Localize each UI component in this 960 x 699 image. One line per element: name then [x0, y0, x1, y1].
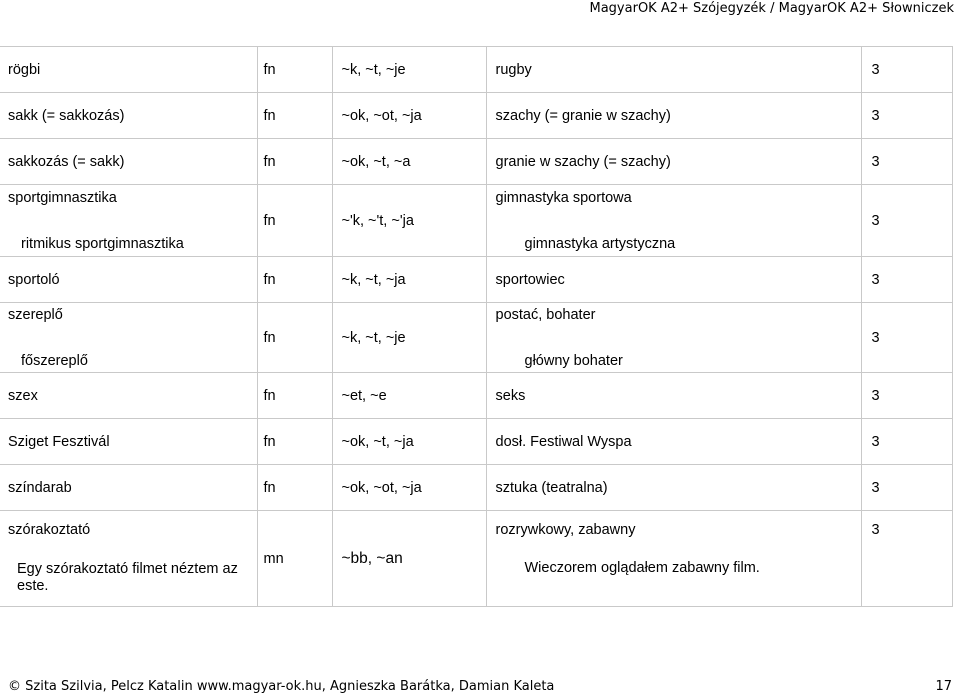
translation-cell: seks	[486, 373, 861, 419]
translation-cell	[486, 511, 861, 607]
translation-cell: granie w szachy (= szachy)	[486, 139, 861, 185]
example-phrase: Egy szórakoztató filmet néztem az este.	[17, 561, 238, 594]
example-translation: Wieczorem oglądałem zabawny film.	[524, 560, 760, 576]
word-cell: rögbi	[0, 47, 257, 93]
pos-cell: fn	[257, 303, 332, 373]
word-cell: színdarab	[0, 465, 257, 511]
headword: sportgimnasztika	[8, 189, 117, 206]
translation-cell: szachy (= granie w szachy)	[486, 93, 861, 139]
forms-cell: ~k, ~t, ~je	[332, 47, 486, 93]
headword: szórakoztató	[8, 522, 91, 538]
chapter-cell: 3	[861, 465, 952, 511]
pos-cell: fn	[257, 93, 332, 139]
chapter-cell: 3	[861, 511, 952, 607]
table-row	[0, 419, 952, 465]
table-row	[0, 511, 952, 607]
table-row	[0, 47, 952, 93]
table-row	[0, 465, 952, 511]
example-translation: gimnastyka artystyczna	[524, 235, 676, 252]
table-row	[0, 303, 952, 373]
page-number: 17	[935, 679, 952, 694]
chapter-cell: 3	[861, 47, 952, 93]
example-phrase: ritmikus sportgimnasztika	[21, 235, 184, 252]
translation-cell	[486, 303, 861, 373]
word-cell: sportoló	[0, 257, 257, 303]
word-cell	[0, 303, 257, 373]
copyright-credit: © Szita Szilvia, Pelcz Katalin www.magyar-ok.hu, Agnieszka Barátka, Damian Kaleta	[8, 679, 555, 694]
forms-cell: ~ok, ~t, ~ja	[332, 419, 486, 465]
forms-cell: ~k, ~t, ~ja	[332, 257, 486, 303]
translation-text: rozrywkowy, zabawny	[495, 522, 636, 538]
forms-cell: ~et, ~e	[332, 373, 486, 419]
forms-cell: ~'k, ~'t, ~'ja	[332, 185, 486, 257]
headword: szereplő	[8, 306, 63, 323]
forms-cell: ~ok, ~ot, ~ja	[332, 465, 486, 511]
forms-cell: ~ok, ~t, ~a	[332, 139, 486, 185]
table-row	[0, 373, 952, 419]
table-row	[0, 139, 952, 185]
forms-text: ~bb, ~an	[341, 549, 403, 567]
page-footer	[0, 675, 960, 699]
translation-cell	[486, 185, 861, 257]
vocabulary-table	[0, 46, 952, 607]
document-header: MagyarOK A2+ Szójegyzék / MagyarOK A2+ Słowniczek	[589, 1, 954, 16]
chapter-cell: 3	[861, 257, 952, 303]
word-cell	[0, 511, 257, 607]
forms-cell: ~k, ~t, ~je	[332, 303, 486, 373]
pos-cell: fn	[257, 465, 332, 511]
table-row	[0, 257, 952, 303]
word-cell: szex	[0, 373, 257, 419]
translation-cell: sztuka (teatralna)	[486, 465, 861, 511]
chapter-cell: 3	[861, 373, 952, 419]
word-cell	[0, 185, 257, 257]
chapter-cell: 3	[861, 185, 952, 257]
pos-cell: fn	[257, 47, 332, 93]
translation-cell: sportowiec	[486, 257, 861, 303]
forms-cell	[332, 511, 486, 607]
forms-cell: ~ok, ~ot, ~ja	[332, 93, 486, 139]
pos-cell: fn	[257, 419, 332, 465]
chapter-cell: 3	[861, 139, 952, 185]
pos-cell: fn	[257, 257, 332, 303]
pos-cell: fn	[257, 373, 332, 419]
pos-cell: fn	[257, 185, 332, 257]
example-translation: główny bohater	[524, 352, 623, 369]
word-cell: Sziget Fesztivál	[0, 419, 257, 465]
chapter-cell: 3	[861, 303, 952, 373]
translation-text: postać, bohater	[495, 306, 596, 323]
word-cell: sakk (= sakkozás)	[0, 93, 257, 139]
chapter-cell: 3	[861, 93, 952, 139]
translation-text: gimnastyka sportowa	[495, 189, 632, 206]
pos-cell: fn	[257, 139, 332, 185]
chapter-cell: 3	[861, 419, 952, 465]
table-row	[0, 93, 952, 139]
word-cell: sakkozás (= sakk)	[0, 139, 257, 185]
example-phrase: főszereplő	[21, 352, 88, 369]
pos-cell: mn	[257, 511, 332, 607]
table-row	[0, 185, 952, 257]
translation-cell: rugby	[486, 47, 861, 93]
translation-cell: dosł. Festiwal Wyspa	[486, 419, 861, 465]
